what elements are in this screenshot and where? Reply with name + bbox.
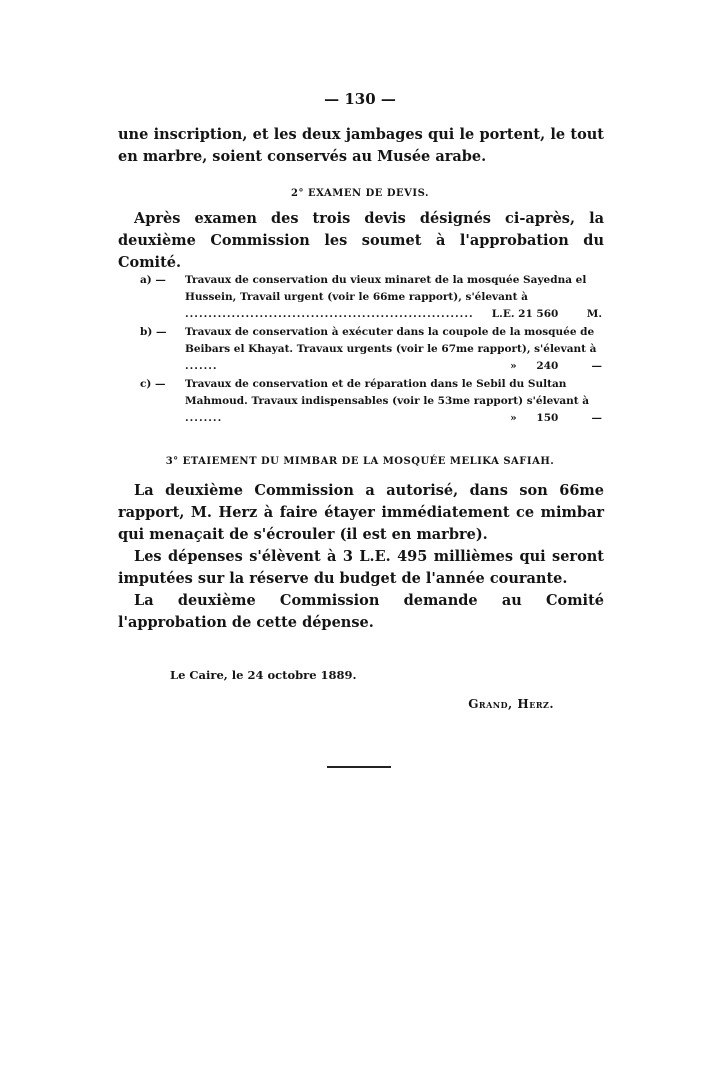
section3-paragraphs — [118, 480, 604, 634]
intro-text: une inscription, et les deux jambages qui le portent, le tout en marbre, soient conservés au Musée arabe. — [118, 126, 604, 165]
amount-currency: » — [510, 360, 517, 372]
devis-item-amount — [486, 306, 602, 323]
leader-dots: ....... — [185, 360, 218, 372]
devis-item-b — [140, 324, 602, 375]
page-number: — 130 — — [324, 90, 396, 108]
devis-item-amount — [504, 410, 602, 427]
leader-dots: .............................................................. — [185, 308, 474, 320]
end-rule — [327, 766, 391, 768]
devis-item-a — [140, 272, 602, 323]
intro-paragraph — [118, 124, 604, 168]
devis-item-label: c) — — [140, 378, 166, 390]
section3-paragraph-1: La deuxième Commission a autorisé, dans son 66me rapport, M. Herz à faire étayer immédiatement ce mimbar qui menaçait de s'écrouler (il est en marbre). — [118, 482, 604, 543]
section3-paragraph-2: Les dépenses s'élèvent à 3 L.E. 495 millièmes qui seront imputées sur la réserve du budget de l'année courante. — [118, 548, 604, 587]
devis-item-text: Travaux de conservation à exécuter dans la coupole de la mosquée de Beibars el Khayat. Travaux urgents (voir le 67me rapport), s'élevant à — [185, 326, 597, 355]
amount-unit: M. — [586, 308, 602, 320]
amount-unit: — — [591, 412, 602, 424]
leader-dots: ........ — [185, 412, 223, 424]
amount-value: 21 560 — [518, 308, 559, 320]
section2-heading: 2° EXAMEN DE DEVIS. — [291, 188, 429, 199]
closing-date: Le Caire, le 24 octobre 1889. — [170, 668, 357, 682]
section2-paragraph-block — [118, 208, 604, 274]
devis-item-label: b) — — [140, 326, 167, 338]
devis-item-text: Travaux de conservation du vieux minaret de la mosquée Sayedna el Hussein, Travail urgent (voir le 66me rapport), s'élevant à — [185, 274, 587, 303]
section3-paragraph-3: La deuxième Commission demande au Comité l'approbation de cette dépense. — [118, 592, 604, 631]
signatures: Grand, Herz. — [468, 697, 554, 711]
section3-heading: 3° ETAIEMENT DU MIMBAR DE LA MOSQUÉE MELIKA SAFIAH. — [165, 456, 555, 467]
amount-currency: L.E. — [491, 308, 515, 320]
amount-currency: » — [510, 412, 517, 424]
devis-item-label: a) — — [140, 274, 166, 286]
devis-list — [140, 272, 602, 428]
devis-item-amount — [504, 358, 602, 375]
devis-item-text: Travaux de conservation et de réparation dans le Sebil du Sultan Mahmoud. Travaux indispensables (voir le 53me rapport) s'élevant à — [185, 378, 590, 407]
amount-value: 240 — [536, 360, 559, 372]
section2-paragraph: Après examen des trois devis désignés ci-après, la deuxième Commission les soumet à l'approbation du Comité. — [118, 210, 604, 271]
amount-unit: — — [591, 360, 602, 372]
devis-item-c — [140, 376, 602, 427]
amount-value: 150 — [536, 412, 559, 424]
